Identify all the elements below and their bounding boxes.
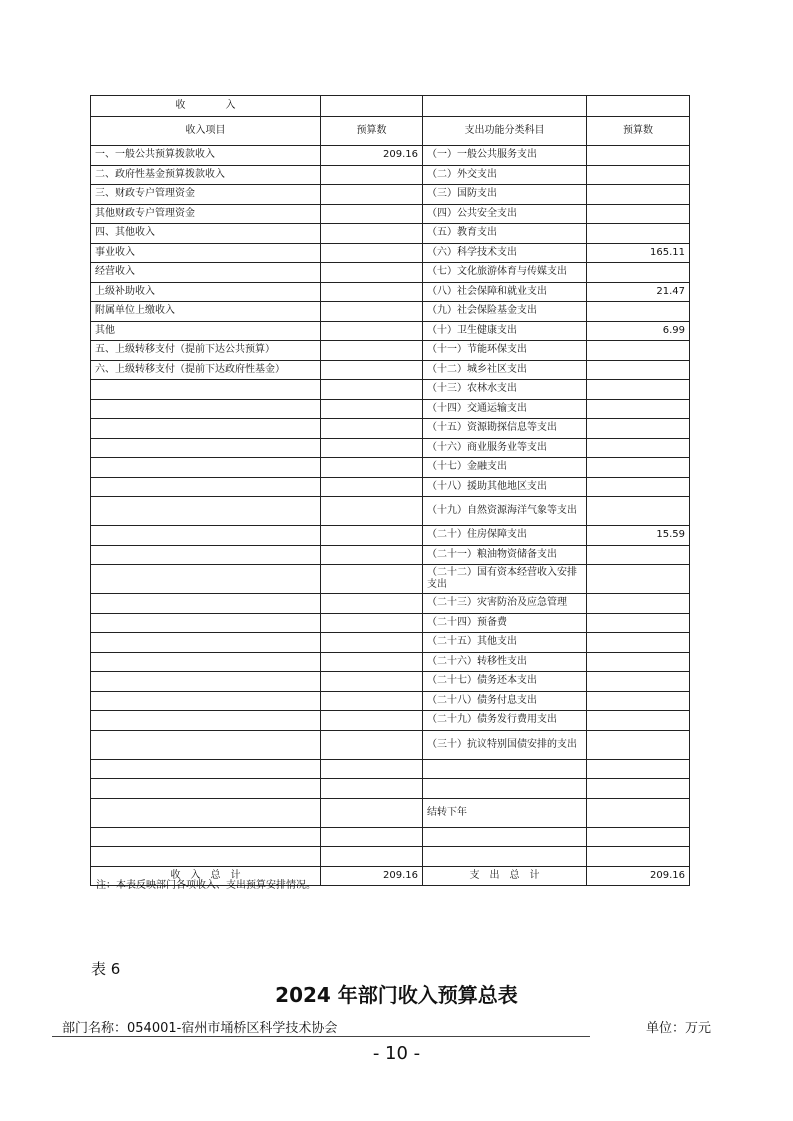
income-item-cell — [91, 633, 321, 653]
income-item-cell — [91, 545, 321, 565]
income-item-cell — [91, 847, 321, 867]
table-row — [91, 827, 690, 847]
income-group-header: 收 入 — [91, 96, 321, 117]
expense-budget-cell — [587, 146, 690, 166]
header-empty-cell — [321, 96, 423, 117]
income-total-value: 209.16 — [321, 866, 423, 886]
table-row — [91, 282, 690, 302]
table-row — [91, 613, 690, 633]
expense-item-cell: （十六）商业服务业等支出 — [423, 438, 587, 458]
expense-budget-cell — [587, 419, 690, 439]
table-row — [91, 165, 690, 185]
income-item-cell — [91, 827, 321, 847]
unit-label: 单位：万元 — [646, 1021, 712, 1036]
header-row-2 — [91, 117, 690, 146]
income-item-cell: 二、政府性基金预算拨款收入 — [91, 165, 321, 185]
expense-item-cell: （二十三）灾害防治及应急管理 — [423, 594, 587, 614]
income-budget-cell — [321, 263, 423, 283]
income-item-header: 收入项目 — [91, 117, 321, 146]
expense-budget-cell — [587, 779, 690, 799]
income-item-cell: 三、财政专户管理资金 — [91, 185, 321, 205]
table-row — [91, 419, 690, 439]
income-item-cell — [91, 458, 321, 478]
income-budget-cell — [321, 185, 423, 205]
income-item-cell: 其他财政专户管理资金 — [91, 204, 321, 224]
income-budget-cell — [321, 282, 423, 302]
expense-item-cell: （二十五）其他支出 — [423, 633, 587, 653]
income-budget-cell — [321, 204, 423, 224]
income-budget-cell: 209.16 — [321, 146, 423, 166]
expense-item-cell — [423, 779, 587, 799]
expense-budget-cell — [587, 302, 690, 322]
expense-budget-cell — [587, 613, 690, 633]
expense-item-cell — [423, 827, 587, 847]
income-budget-cell — [321, 360, 423, 380]
table-row — [91, 224, 690, 244]
expense-budget-cell — [587, 847, 690, 867]
income-item-cell: 附属单位上缴收入 — [91, 302, 321, 322]
table-row — [91, 341, 690, 361]
department-name: 部门名称：054001-宿州市埇桥区科学技术协会 — [62, 1021, 338, 1036]
table-row — [91, 204, 690, 224]
income-budget-cell — [321, 691, 423, 711]
expense-item-cell: （十八）援助其他地区支出 — [423, 477, 587, 497]
expense-item-cell: （二十九）债务发行费用支出 — [423, 711, 587, 731]
expense-item-cell — [423, 847, 587, 867]
income-item-cell — [91, 565, 321, 594]
table-row — [91, 243, 690, 263]
income-budget-cell — [321, 613, 423, 633]
table-row — [91, 380, 690, 400]
expense-item-cell: （二十八）债务付息支出 — [423, 691, 587, 711]
expense-budget-cell: 165.11 — [587, 243, 690, 263]
expense-budget-cell: 6.99 — [587, 321, 690, 341]
expense-budget-cell — [587, 633, 690, 653]
income-item-cell — [91, 594, 321, 614]
table-row — [91, 497, 690, 526]
income-budget-cell — [321, 730, 423, 759]
income-budget-cell — [321, 711, 423, 731]
expense-item-cell — [423, 759, 587, 779]
table-row — [91, 146, 690, 166]
page-title: 2024 年部门收入预算总表 — [275, 983, 518, 1007]
expense-item-cell: （一）一般公共服务支出 — [423, 146, 587, 166]
income-budget-cell — [321, 399, 423, 419]
income-budget-cell — [321, 526, 423, 546]
expense-item-cell: （十七）金融支出 — [423, 458, 587, 478]
header-row-1 — [91, 96, 690, 117]
expense-total-value: 209.16 — [587, 866, 690, 886]
expense-item-cell: （十二）城乡社区支出 — [423, 360, 587, 380]
table-row — [91, 185, 690, 205]
expense-item-cell: （六）科学技术支出 — [423, 243, 587, 263]
expense-budget-cell — [587, 380, 690, 400]
expense-budget-cell — [587, 185, 690, 205]
expense-item-cell: （五）教育支出 — [423, 224, 587, 244]
income-budget-cell — [321, 633, 423, 653]
income-budget-cell — [321, 341, 423, 361]
income-budget-cell — [321, 477, 423, 497]
expense-item-cell: （二十）住房保障支出 — [423, 526, 587, 546]
expense-item-cell: （二十二）国有资本经营收入安排支出 — [423, 565, 587, 594]
income-item-cell — [91, 691, 321, 711]
income-budget-cell — [321, 243, 423, 263]
income-item-cell — [91, 798, 321, 827]
table-row — [91, 438, 690, 458]
expense-budget-cell — [587, 798, 690, 827]
header-empty-cell — [587, 96, 690, 117]
table-row — [91, 594, 690, 614]
expense-budget-cell — [587, 711, 690, 731]
table-row — [91, 458, 690, 478]
expense-budget-cell — [587, 204, 690, 224]
income-item-cell — [91, 497, 321, 526]
income-item-cell — [91, 477, 321, 497]
expense-budget-cell — [587, 545, 690, 565]
income-budget-cell — [321, 419, 423, 439]
income-item-cell — [91, 613, 321, 633]
income-item-cell — [91, 399, 321, 419]
expense-item-cell: （十）卫生健康支出 — [423, 321, 587, 341]
expense-item-cell: （九）社会保险基金支出 — [423, 302, 587, 322]
income-budget-cell — [321, 672, 423, 692]
income-item-cell — [91, 672, 321, 692]
table-row — [91, 321, 690, 341]
table-row — [91, 711, 690, 731]
table-row — [91, 360, 690, 380]
income-budget-cell — [321, 224, 423, 244]
expense-item-cell: （二十四）预备费 — [423, 613, 587, 633]
income-item-cell: 上级补助收入 — [91, 282, 321, 302]
income-item-cell: 经营收入 — [91, 263, 321, 283]
expense-budget-cell — [587, 360, 690, 380]
income-item-cell: 事业收入 — [91, 243, 321, 263]
page-number: - 10 - — [372, 1043, 421, 1064]
expense-item-cell: （二十一）粮油物资储备支出 — [423, 545, 587, 565]
expense-budget-header: 预算数 — [587, 117, 690, 146]
table-row — [91, 545, 690, 565]
expense-budget-cell — [587, 165, 690, 185]
expense-total-label: 支 出 总 计 — [423, 866, 587, 886]
income-item-cell: 五、上级转移支付（提前下达公共预算） — [91, 341, 321, 361]
income-item-cell: 四、其他收入 — [91, 224, 321, 244]
income-item-cell: 六、上级转移支付（提前下达政府性基金） — [91, 360, 321, 380]
expense-budget-cell: 21.47 — [587, 282, 690, 302]
income-budget-cell — [321, 798, 423, 827]
expense-budget-cell — [587, 565, 690, 594]
table-row — [91, 672, 690, 692]
expense-budget-cell — [587, 827, 690, 847]
income-item-cell: 一、一般公共预算拨款收入 — [91, 146, 321, 166]
expense-item-cell: （三）国防支出 — [423, 185, 587, 205]
expense-budget-cell — [587, 224, 690, 244]
expense-budget-cell — [587, 341, 690, 361]
table-row — [91, 759, 690, 779]
expense-item-cell: （二十六）转移性支出 — [423, 652, 587, 672]
expense-item-cell: （三十）抗议特别国债安排的支出 — [423, 730, 587, 759]
expense-budget-cell — [587, 652, 690, 672]
table-number: 表 6 — [91, 960, 121, 978]
expense-budget-cell — [587, 399, 690, 419]
expense-item-cell: （八）社会保障和就业支出 — [423, 282, 587, 302]
table-row — [91, 399, 690, 419]
expense-budget-cell — [587, 497, 690, 526]
income-budget-cell — [321, 321, 423, 341]
income-item-cell: 其他 — [91, 321, 321, 341]
expense-item-cell: （七）文化旅游体育与传媒支出 — [423, 263, 587, 283]
income-item-cell — [91, 419, 321, 439]
expense-budget-cell — [587, 672, 690, 692]
income-item-cell — [91, 779, 321, 799]
income-budget-cell — [321, 779, 423, 799]
table-row — [91, 779, 690, 799]
expense-item-header: 支出功能分类科目 — [423, 117, 587, 146]
table-row — [91, 263, 690, 283]
expense-budget-cell — [587, 730, 690, 759]
income-item-cell — [91, 526, 321, 546]
expense-budget-cell — [587, 263, 690, 283]
income-budget-cell — [321, 652, 423, 672]
income-budget-cell — [321, 759, 423, 779]
expense-budget-cell — [587, 594, 690, 614]
income-budget-cell — [321, 827, 423, 847]
table-row — [91, 730, 690, 759]
expense-budget-cell: 15.59 — [587, 526, 690, 546]
expense-item-cell: （十一）节能环保支出 — [423, 341, 587, 361]
income-budget-cell — [321, 380, 423, 400]
expense-item-cell: （十五）资源勘探信息等支出 — [423, 419, 587, 439]
income-budget-cell — [321, 565, 423, 594]
income-item-cell — [91, 652, 321, 672]
income-budget-cell — [321, 458, 423, 478]
income-budget-cell — [321, 438, 423, 458]
expense-item-cell: （二十七）债务还本支出 — [423, 672, 587, 692]
table-row — [91, 633, 690, 653]
expense-item-cell: （十九）自然资源海洋气象等支出 — [423, 497, 587, 526]
expense-item-cell: （四）公共安全支出 — [423, 204, 587, 224]
income-item-cell — [91, 730, 321, 759]
income-item-cell — [91, 438, 321, 458]
expense-budget-cell — [587, 477, 690, 497]
income-budget-cell — [321, 594, 423, 614]
table-row — [91, 691, 690, 711]
income-budget-cell — [321, 302, 423, 322]
budget-table — [90, 95, 690, 886]
table-row — [91, 798, 690, 827]
title-divider — [52, 1036, 590, 1037]
table-row — [91, 847, 690, 867]
table-row — [91, 565, 690, 594]
table-row — [91, 302, 690, 322]
income-budget-cell — [321, 497, 423, 526]
table-row — [91, 477, 690, 497]
income-budget-cell — [321, 545, 423, 565]
expense-item-cell: （十四）交通运输支出 — [423, 399, 587, 419]
income-budget-cell — [321, 165, 423, 185]
expense-budget-cell — [587, 759, 690, 779]
income-item-cell — [91, 380, 321, 400]
expense-budget-cell — [587, 691, 690, 711]
header-empty-cell — [423, 96, 587, 117]
table-row — [91, 652, 690, 672]
expense-budget-cell — [587, 458, 690, 478]
expense-item-cell: （二）外交支出 — [423, 165, 587, 185]
expense-item-cell: （十三）农林水支出 — [423, 380, 587, 400]
income-item-cell — [91, 711, 321, 731]
table-row — [91, 526, 690, 546]
expense-item-cell: 结转下年 — [423, 798, 587, 827]
income-budget-cell — [321, 847, 423, 867]
income-budget-header: 预算数 — [321, 117, 423, 146]
expense-budget-cell — [587, 438, 690, 458]
income-item-cell — [91, 759, 321, 779]
table-note: 注：本表反映部门各项收入、支出预算安排情况。 — [96, 880, 316, 891]
income-total-label: 收 入 总 计 — [91, 866, 321, 886]
